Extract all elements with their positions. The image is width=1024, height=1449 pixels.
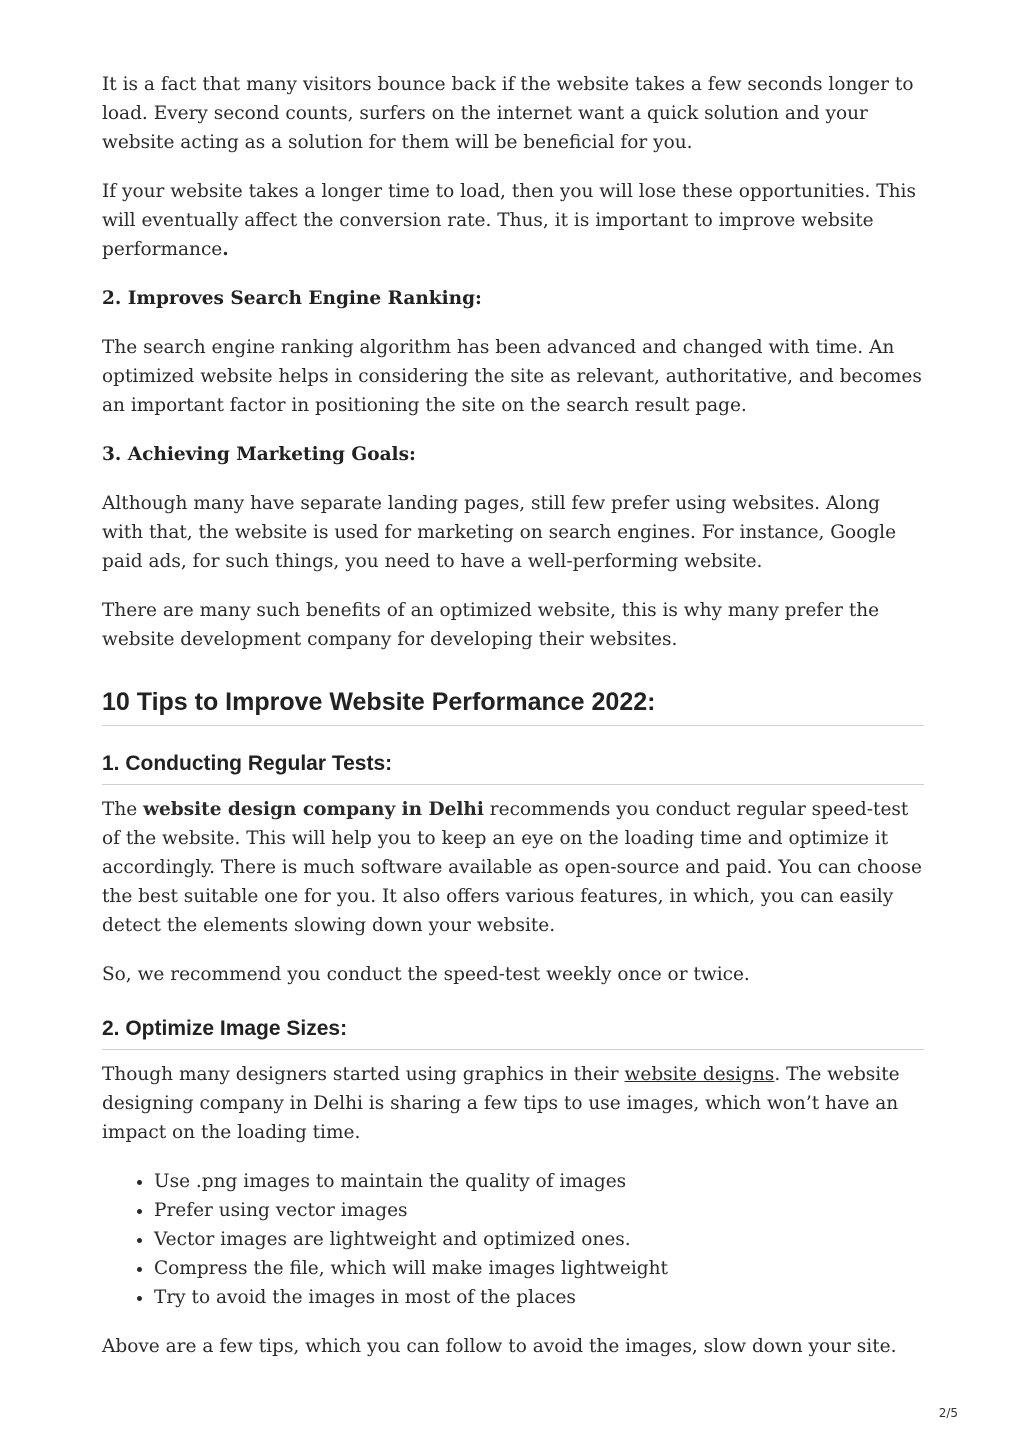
subheading-search-engine-ranking: 2. Improves Search Engine Ranking:	[102, 288, 482, 309]
list-item: • Prefer using vector images	[154, 1196, 924, 1225]
regular-tests-prefix: The	[102, 799, 144, 820]
image-tips-list	[102, 1167, 924, 1312]
list-item: • Use .png images to maintain the quality of images	[154, 1167, 924, 1196]
image-sizes-body: . The website designing company in Delhi is sharing a few tips to use images, which won’t have an impact on the loading time.	[102, 1064, 900, 1143]
paragraph-regular-tests	[102, 795, 924, 940]
paragraph-image-sizes	[102, 1060, 924, 1147]
tip-heading-regular-tests: 1. Conducting Regular Tests:	[102, 750, 924, 785]
paragraph-conversion-rate-text: If your website takes a longer time to load, then you will lose these opportunities. This will eventually affect the conversion rate. Thus, it is important to improve website performance	[102, 181, 916, 260]
regular-tests-bold-phrase: website design company in Delhi	[143, 799, 484, 820]
image-sizes-prefix: Though many designers started using graphics in their	[102, 1064, 625, 1085]
paragraph-marketing: Although many have separate landing pages, still few prefer using websites. Along with that, the website is used for marketing on search engines. For instance, Google paid ads, for such things, you need to have a well-performing website.	[102, 493, 897, 572]
document-page	[102, 70, 924, 1381]
website-designs-link[interactable]: website designs	[624, 1064, 775, 1085]
tip-heading-image-sizes: 2. Optimize Image Sizes:	[102, 1015, 924, 1050]
list-item: • Compress the file, which will make images lightweight	[154, 1254, 924, 1283]
paragraph-conversion-rate	[102, 177, 924, 264]
subheading-marketing-goals: 3. Achieving Marketing Goals:	[102, 444, 416, 465]
list-item: • Vector images are lightweight and optimized ones.	[154, 1225, 924, 1254]
paragraph-search-ranking: The search engine ranking algorithm has been advanced and changed with time. An optimized website helps in considering the site as relevant, authoritative, and becomes an important factor in positioning the site on the search result page.	[102, 337, 922, 416]
paragraph-page-load-bounce: It is a fact that many visitors bounce back if the website takes a few seconds longer to load. Every second counts, surfers on the internet want a quick solution and your website acting as a solution for them will be beneficial for you.	[102, 74, 914, 153]
paragraph-bold-period: .	[222, 239, 229, 260]
section-heading-tips: 10 Tips to Improve Website Performance 2022:	[102, 686, 924, 726]
regular-tests-body: recommends you conduct regular speed-test of the website. This will help you to keep an eye on the loading time and optimize it accordingly. There is much software available as open-source and paid. You can choose the best suitable one for you. It also offers various features, in which, you can easily detect the elements slowing down your website.	[102, 799, 922, 936]
page-number: 2/5	[938, 1406, 958, 1420]
paragraph-benefits: There are many such benefits of an optimized website, this is why many prefer the website development company for developing their websites.	[102, 600, 880, 650]
paragraph-image-tips-closing: Above are a few tips, which you can follow to avoid the images, slow down your site.	[102, 1336, 897, 1357]
paragraph-speed-test-frequency: So, we recommend you conduct the speed-test weekly once or twice.	[102, 964, 750, 985]
list-item: • Try to avoid the images in most of the places	[154, 1283, 924, 1312]
